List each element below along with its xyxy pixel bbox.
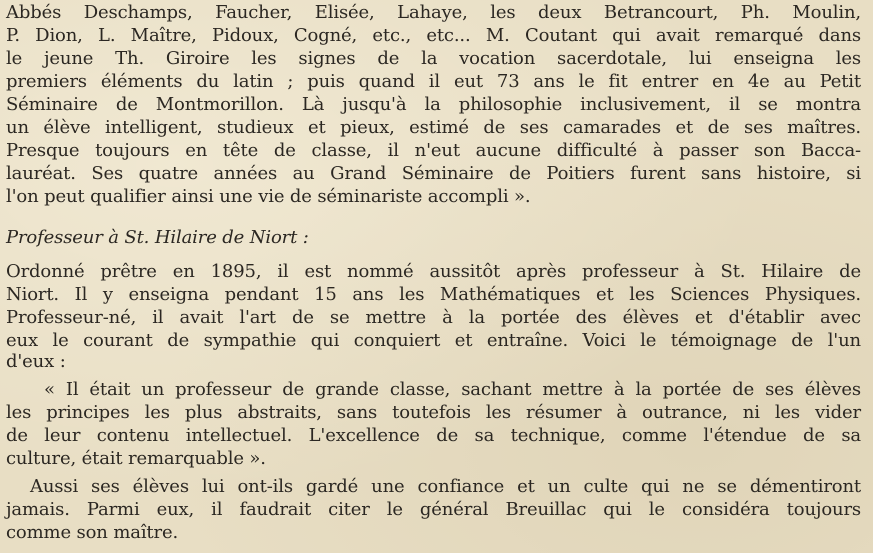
text-line: comme son maître.	[6, 522, 179, 543]
text-line: Aussi ses élèves lui ont-ils gardé une confiance et un culte qui ne se démentiront	[30, 476, 861, 497]
text-line: Presque toujours en tête de classe, il n'eut aucune difficulté à passer son Bacca-	[6, 140, 861, 161]
quote-line: de leur contenu intellectuel. L'excellence de sa technique, comme l'étendue de sa	[6, 425, 861, 446]
quote-line: « Il était un professeur de grande classe, sachant mettre à la portée de ses élèves	[44, 379, 861, 400]
text-line: d'eux :	[6, 351, 66, 372]
text-line: Séminaire de Montmorillon. Là jusqu'à la philosophie inclusivement, il se montra	[6, 94, 861, 115]
text-line: premiers éléments du latin ; puis quand il eut 73 ans le fit entrer en 4e au Petit	[6, 71, 861, 92]
text-line: le jeune Th. Giroire les signes de la vocation sacerdotale, lui enseigna les	[6, 48, 861, 69]
quote-line: les principes les plus abstraits, sans toutefois les résumer à outrance, ni les vider	[6, 402, 861, 423]
text-line: lauréat. Ses quatre années au Grand Séminaire de Poitiers furent sans histoire, si	[6, 163, 861, 184]
text-line: P. Dion, L. Maître, Pidoux, Cogné, etc., etc... M. Coutant qui avait remarqué dans	[6, 25, 861, 46]
section-heading: Professeur à St. Hilaire de Niort :	[6, 227, 309, 248]
quote-line: culture, était remarquable ».	[6, 448, 266, 469]
text-line: jamais. Parmi eux, il faudrait citer le général Breuillac qui le considéra toujours	[6, 499, 861, 520]
text-line: eux le courant de sympathie qui conquiert et entraîne. Voici le témoignage de l'un	[6, 330, 861, 351]
text-line: un élève intelligent, studieux et pieux, estimé de ses camarades et de ses maîtres.	[6, 117, 861, 138]
text-line: Niort. Il y enseigna pendant 15 ans les Mathématiques et les Sciences Physiques.	[6, 284, 861, 305]
text-line: Abbés Deschamps, Faucher, Elisée, Lahaye, les deux Betrancourt, Ph. Moulin,	[6, 2, 861, 23]
text-line: Professeur-né, il avait l'art de se mettre à la portée des élèves et d'établir avec	[6, 307, 861, 328]
text-line: l'on peut qualifier ainsi une vie de séminariste accompli ».	[6, 186, 531, 207]
text-line: Ordonné prêtre en 1895, il est nommé aussitôt après professeur à St. Hilaire de	[6, 261, 861, 282]
